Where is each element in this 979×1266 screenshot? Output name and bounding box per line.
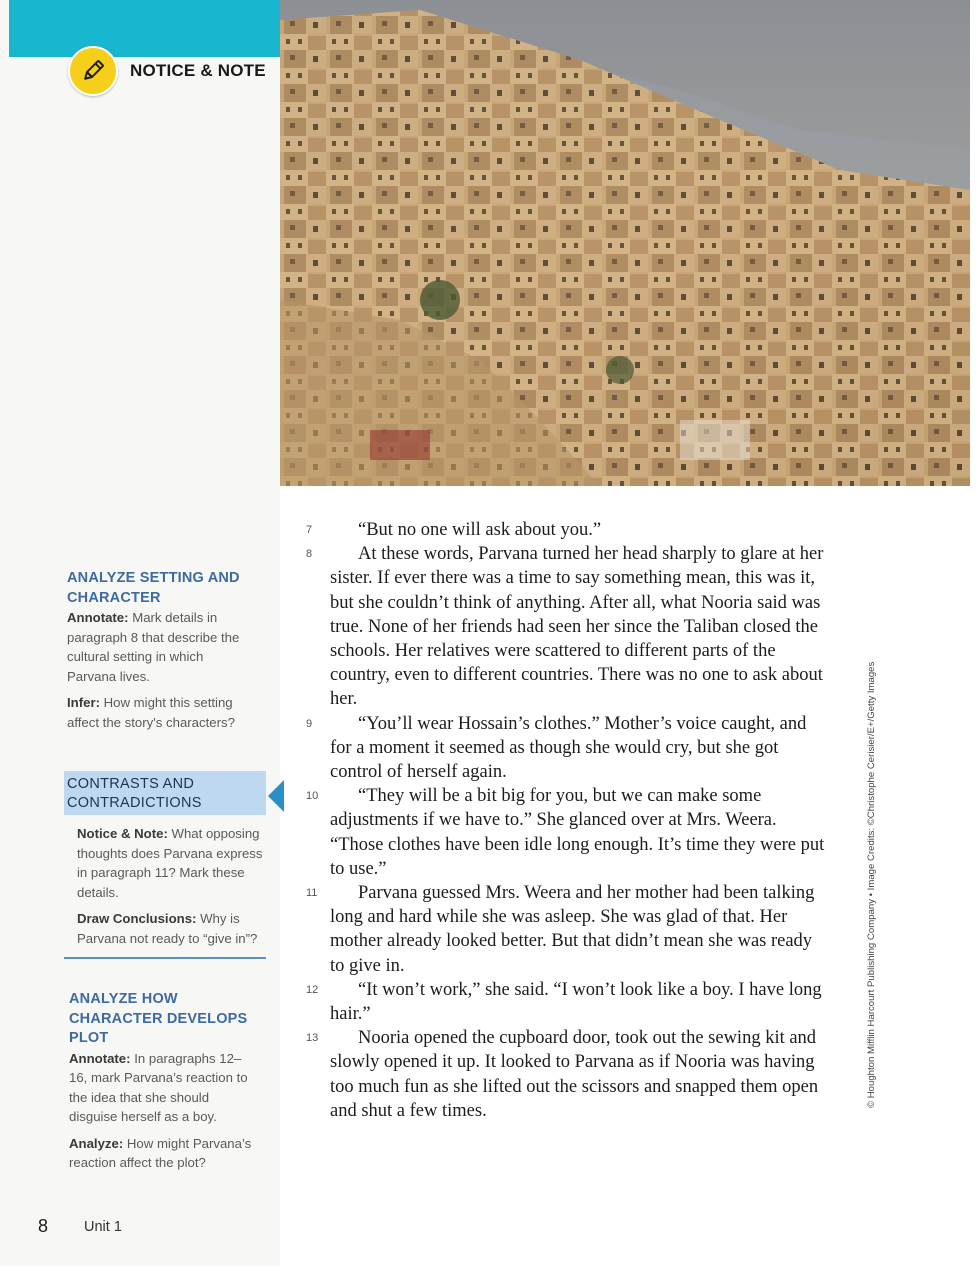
- paragraph-number: 8: [306, 548, 313, 561]
- contrasts-heading-box: [64, 771, 266, 815]
- pointer-arrow-icon: [268, 780, 284, 812]
- contrasts-heading: CONTRASTS AND CONTRADICTIONS: [67, 776, 202, 811]
- paragraph-number: 11: [306, 887, 318, 900]
- annotate-text: Mark details in paragraph 8 that describe the cultural setting in which Parvana lives.: [67, 610, 240, 684]
- paragraph-9: [306, 712, 826, 785]
- infer-label: Infer:: [67, 695, 100, 710]
- analyze-plot-note: [69, 990, 257, 1173]
- analyze-plot-instruction: [69, 1134, 257, 1173]
- analyze-plot-heading: ANALYZE HOW CHARACTER DEVELOPS PLOT: [69, 991, 248, 1046]
- notice-note-header: [68, 46, 266, 96]
- page-number: 8: [38, 1216, 49, 1236]
- paragraph-number: 7: [306, 524, 313, 536]
- paragraph-text: Nooria opened the cupboard door, took out the sewing kit and slowly opened it up. It looked to Parvana as if Nooria was having too much fun as she lifted out the scissors and snapped them open and shut a few times.: [330, 1028, 819, 1121]
- section-divider: [64, 957, 266, 959]
- paragraph-number: 10: [306, 790, 319, 803]
- notice-note-instruction: [77, 824, 265, 902]
- paragraph-text: “You’ll wear Hossain’s clothes.” Mother’s voice caught, and for a moment it seemed as though she would cry, but she got control of herself again.: [330, 713, 807, 783]
- paragraph-number: 9: [306, 717, 313, 730]
- annotate-label: Annotate:: [67, 610, 129, 625]
- photo-illustration: [280, 0, 970, 486]
- hillside-houses-photo: [280, 0, 970, 486]
- annotate-plot-text: In paragraphs 12–16, mark Parvana’s reaction to the idea that she should disguise herself as a boy.: [69, 1050, 248, 1124]
- paragraph-number: 13: [306, 1032, 319, 1045]
- paragraph-text: Parvana guessed Mrs. Weera and her mother had been talking long and hard while she was asleep. She was glad of that. Her mother already looked better. But that didn’t mean she was ready to give in.: [330, 883, 815, 976]
- paragraph-text: “It won’t work,” she said. “I won’t look like a boy. I have long hair.”: [330, 979, 822, 1025]
- paragraph-13: [306, 1026, 826, 1123]
- infer-instruction: [67, 693, 255, 732]
- paragraph-text: “But no one will ask about you.”: [358, 520, 602, 540]
- analyze-setting-note: [67, 569, 255, 732]
- pencil-icon: [68, 46, 118, 96]
- paragraph-7: [306, 518, 826, 542]
- draw-conclusions-instruction: [77, 909, 265, 948]
- analyze-plot-label: Analyze:: [69, 1135, 124, 1151]
- draw-conclusions-text: Why is Parvana not ready to “give in”?: [77, 911, 258, 946]
- story-text: [306, 518, 826, 1123]
- analyze-plot-text: How might Parvana’s reaction affect the plot?: [69, 1135, 252, 1170]
- paragraph-text: “They will be a bit big for you, but we can make some adjustments if we have to.” She glanced over at Mrs. Weera. “Those clothes have been idle long enough. It’s time they were put to use.”: [330, 786, 825, 879]
- notice-note-text: What opposing thoughts does Parvana express in paragraph 11? Mark these details.: [77, 826, 263, 900]
- annotate-instruction: [67, 608, 255, 686]
- infer-text: How might this setting affect the story's characters?: [67, 695, 235, 730]
- contrasts-note: [77, 824, 265, 948]
- annotate-plot-instruction: [69, 1049, 257, 1127]
- notice-note-title: NOTICE & NOTE: [130, 61, 266, 80]
- unit-label: Unit 1: [84, 1219, 122, 1235]
- draw-conclusions-label: Draw Conclusions:: [77, 911, 197, 926]
- paragraph-11: [306, 881, 826, 978]
- paragraph-number: 12: [306, 983, 319, 996]
- annotate-plot-label: Annotate:: [69, 1050, 131, 1066]
- image-credit: © Houghton Mifflin Harcourt Publishing Company • Image Credits: ©Christophe Cerisier/E+/Getty Images: [866, 661, 877, 1108]
- notice-note-label: Notice & Note:: [77, 826, 168, 841]
- analyze-setting-heading: ANALYZE SETTING AND CHARACTER: [67, 570, 240, 606]
- paragraph-8: [306, 542, 826, 711]
- paragraph-12: [306, 978, 826, 1026]
- paragraph-10: [306, 784, 826, 881]
- paragraph-text: At these words, Parvana turned her head sharply to glare at her sister. If ever there was a time to say something mean, this was it, but she couldn’t think of anything. After all, what Nooria said was true. None of her friends had seen her since the Taliban closed the schools. Her relatives were scattered to different parts of the country, even to different countries. There was no one to ask about her.: [330, 544, 824, 710]
